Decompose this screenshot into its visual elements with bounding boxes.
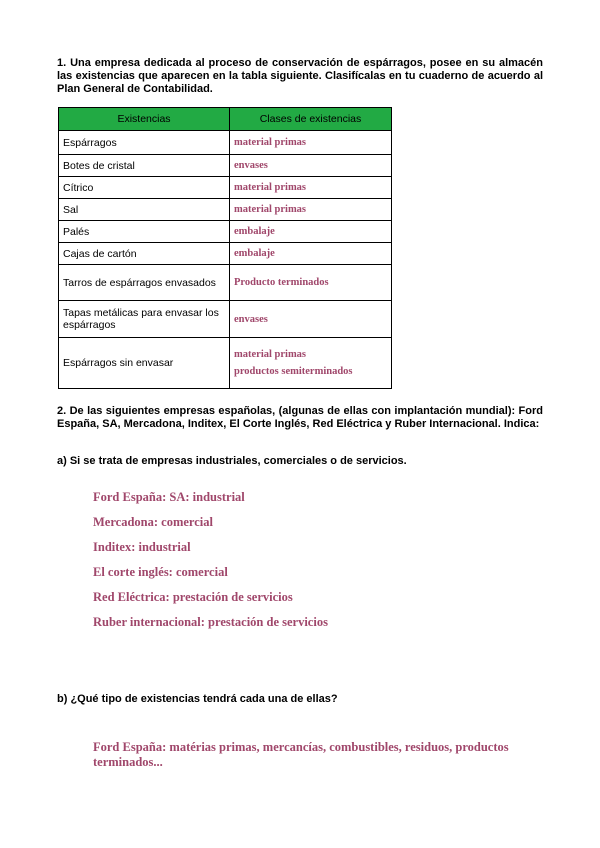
table-row xyxy=(59,177,392,199)
inventory-table xyxy=(58,107,392,389)
table-row xyxy=(59,155,392,177)
class-line: material primas xyxy=(234,349,307,360)
answer-line: Ruber internacional: prestación de servicios xyxy=(93,615,328,629)
item-cell: Cajas de cartón xyxy=(59,243,230,265)
table-header-row xyxy=(59,108,392,131)
item-cell: Espárragos xyxy=(59,131,230,155)
answer-line: Mercadona: comercial xyxy=(93,515,213,529)
class-cell: material primas xyxy=(230,131,392,155)
item-cell: Espárragos sin envasar xyxy=(59,338,230,389)
item-cell: Tarros de espárragos envasados xyxy=(59,265,230,301)
question-2b: b) ¿Qué tipo de existencias tendrá cada una de ellas? xyxy=(57,693,338,705)
table-row xyxy=(59,243,392,265)
class-cell-multi xyxy=(230,338,392,389)
table-row xyxy=(59,265,392,301)
table-row xyxy=(59,301,392,338)
question-1: 1. Una empresa dedicada al proceso de conservación de espárragos, posee en su almacén las existencias que aparecen en la tabla siguiente. Clasifícalas en tu cuaderno de acuerdo al Plan General de Contabilidad. xyxy=(57,57,543,95)
answer-line: El corte inglés: comercial xyxy=(93,565,228,579)
class-line: productos semiterminados xyxy=(234,366,353,377)
class-cell: envases xyxy=(230,301,392,338)
answer-line: Red Eléctrica: prestación de servicios xyxy=(93,590,293,604)
item-cell: Tapas metálicas para envasar los espárragos xyxy=(59,301,230,338)
class-cell: material primas xyxy=(230,177,392,199)
question-2a: a) Si se trata de empresas industriales, comerciales o de servicios. xyxy=(57,455,407,467)
item-cell: Botes de cristal xyxy=(59,155,230,177)
class-cell: embalaje xyxy=(230,243,392,265)
table-row xyxy=(59,199,392,221)
table-row xyxy=(59,338,392,389)
item-cell: Palés xyxy=(59,221,230,243)
table-row xyxy=(59,131,392,155)
class-cell: envases xyxy=(230,155,392,177)
question-2: 2. De las siguientes empresas españolas, (algunas de ellas con implantación mundial): Ford España, SA, Mercadona, Inditex, El Corte Inglés, Red Eléctrica y Ruber Internacional. Indica: xyxy=(57,405,543,430)
header-clases: Clases de existencias xyxy=(230,108,392,131)
answers-a xyxy=(93,490,543,640)
answer-line: Inditex: industrial xyxy=(93,540,191,554)
answer-line: Ford España: SA: industrial xyxy=(93,490,245,504)
class-cell: Producto terminados xyxy=(230,265,392,301)
class-cell: material primas xyxy=(230,199,392,221)
class-cell: embalaje xyxy=(230,221,392,243)
item-cell: Cítrico xyxy=(59,177,230,199)
answer-b: Ford España: matérias primas, mercancías, combustibles, residuos, productos terminados... xyxy=(93,740,509,769)
header-existencias: Existencias xyxy=(59,108,230,131)
item-cell: Sal xyxy=(59,199,230,221)
table-row xyxy=(59,221,392,243)
